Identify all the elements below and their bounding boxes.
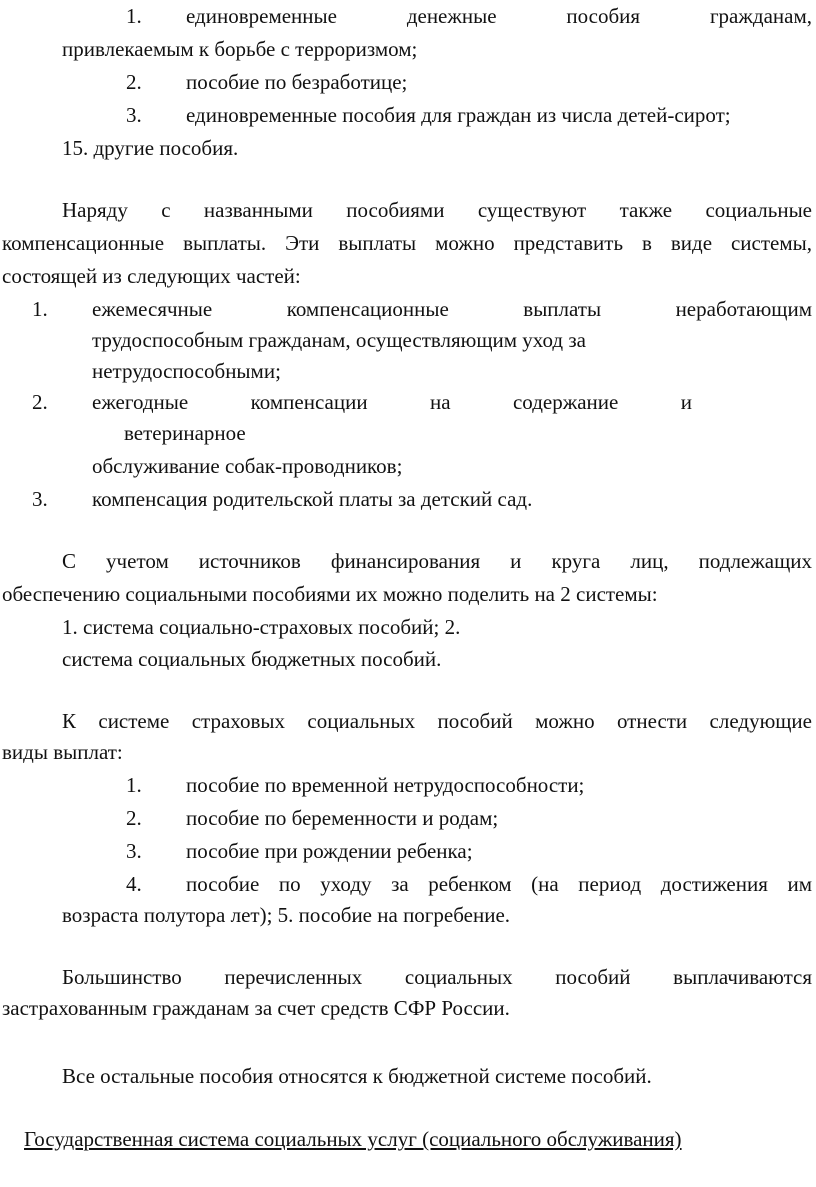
paragraph-line: С учетом источников финансирования и круга лиц, подлежащих (62, 549, 812, 573)
list-number: 3. (32, 487, 48, 511)
list-item-text: трудоспособным гражданам, осуществляющим уход за (92, 328, 586, 352)
list-item-text: пособие по безработице; (186, 70, 408, 94)
list-item-text: привлекаемым к борьбе с терроризмом; (62, 37, 418, 61)
paragraph-line: застрахованным гражданам за счет средств СФР России. (2, 996, 510, 1020)
list-item-text: ежегодные компенсации на содержание и (92, 390, 692, 414)
list-item-text: компенсация родительской платы за детский сад. (92, 487, 533, 511)
list-item-text: единовременные денежные пособия гражданам, (186, 4, 812, 28)
list-item-text: ветеринарное (124, 421, 246, 445)
list-item-text: пособие по беременности и родам; (186, 806, 499, 830)
paragraph-line: состоящей из следующих частей: (2, 264, 301, 288)
list-item-text: пособие по уходу за ребенком (на период достижения им (186, 872, 812, 896)
paragraph-line: компенсационные выплаты. Эти выплаты можно представить в виде системы, (2, 231, 812, 255)
paragraph-line: Большинство перечисленных социальных пособий выплачиваются (62, 965, 812, 989)
list-number: 2. (126, 806, 142, 830)
list-item-text: пособие по временной нетрудоспособности; (186, 773, 585, 797)
paragraph-line: 1. система социально-страховых пособий; 2. (62, 615, 461, 639)
list-number: 2. (126, 70, 142, 94)
paragraph-line: обеспечению социальными пособиями их можно поделить на 2 системы: (2, 582, 658, 606)
list-number: 1. (32, 297, 48, 321)
paragraph-line: Все остальные пособия относятся к бюджетной системе пособий. (62, 1064, 652, 1088)
list-item-text: нетрудоспособными; (92, 359, 281, 383)
list-item-text: возраста полутора лет); 5. пособие на погребение. (62, 903, 511, 927)
list-item-text: 15. другие пособия. (62, 136, 239, 160)
list-number: 4. (126, 872, 142, 896)
list-number: 1. (126, 4, 142, 28)
list-item-text: обслуживание собак-проводников; (92, 454, 403, 478)
list-number: 3. (126, 103, 142, 127)
paragraph-line: К системе страховых социальных пособий можно отнести следующие (62, 709, 812, 733)
list-item-text: ежемесячные компенсационные выплаты неработающим (92, 297, 812, 321)
paragraph-line: система социальных бюджетных пособий. (62, 647, 442, 671)
list-item-text: единовременные пособия для граждан из числа детей-сирот; (186, 103, 731, 127)
list-number: 2. (32, 390, 48, 414)
paragraph-line: виды выплат: (2, 740, 123, 764)
list-number: 1. (126, 773, 142, 797)
list-item-text: пособие при рождении ребенка; (186, 839, 473, 863)
list-number: 3. (126, 839, 142, 863)
paragraph-line: Наряду с названными пособиями существуют также социальные (62, 198, 812, 222)
section-heading: Государственная система социальных услуг (социального обслуживания) (24, 1127, 682, 1151)
